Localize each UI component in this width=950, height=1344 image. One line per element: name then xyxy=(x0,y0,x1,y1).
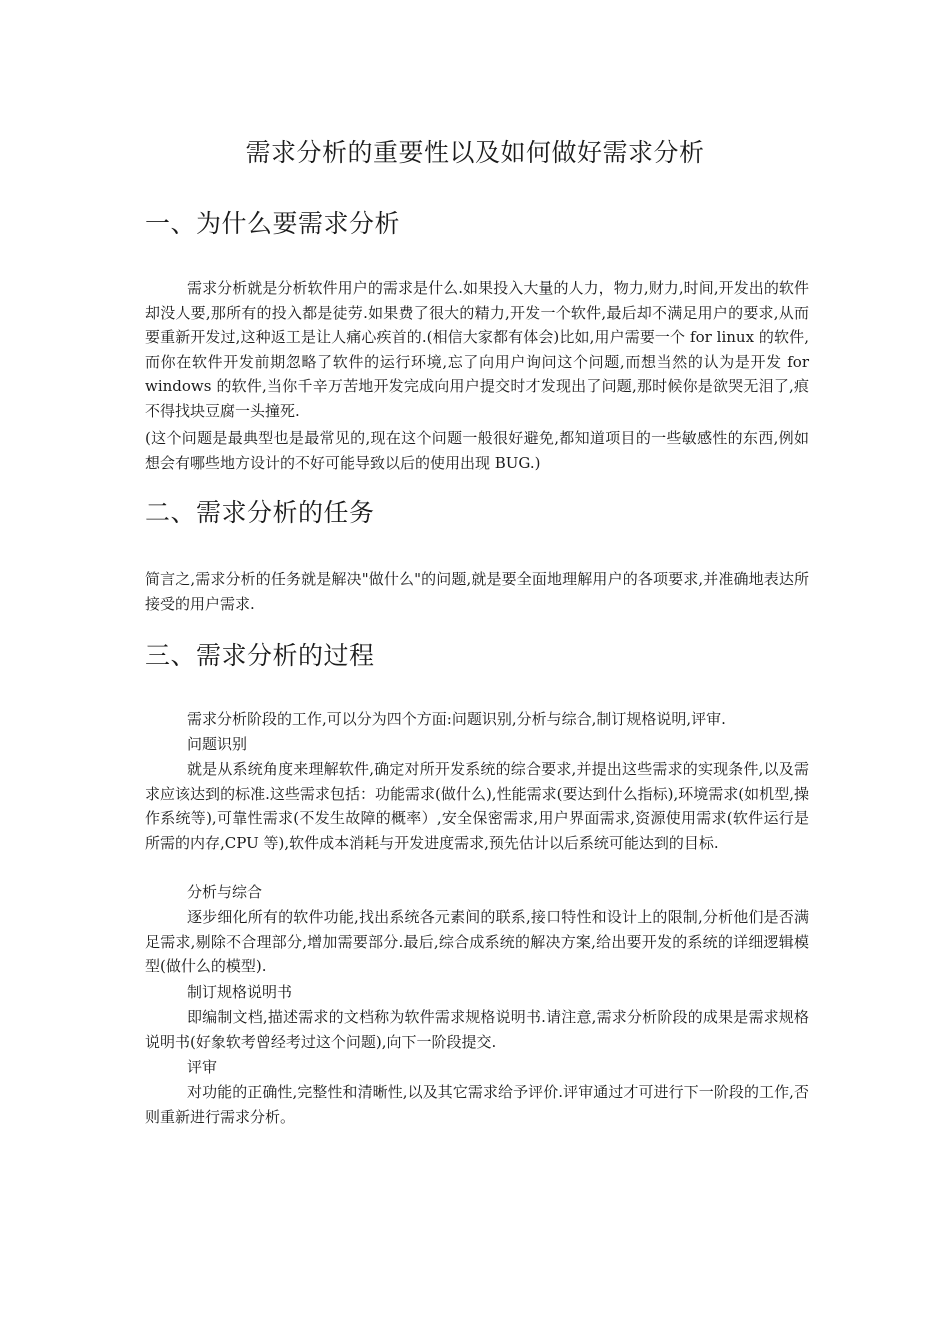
item-label-analysis-synthesis: 分析与综合 xyxy=(187,883,263,901)
section-1-paragraph-1: 需求分析就是分析软件用户的需求是什么.如果投入大量的人力，物力,财力,时间,开发出的软件却没人要,那所有的投入都是徒劳.如果费了很大的精力,开发一个软件,最后却不满足用户的要求,从而要重新开发过,这种返工是让人痛心疾首的.(相信大家都有体会)比如,用户需要一个 for linux 的软件,而你在软件开发前期忽略了软件的运行环境,忘了向用户询问这个问题,而想当然的认为是开发 for windows 的软件,当你千辛万苦地开发完成向用户提交时才发现出了问题,那时候你是欲哭无泪了,痕不得找块豆腐一头撞死. xyxy=(145,279,809,420)
section-3-intro: 需求分析阶段的工作,可以分为四个方面:问题识别,分析与综合,制订规格说明,评审. xyxy=(187,710,726,728)
section-1-paragraph-2: (这个问题是最典型也是最常见的,现在这个问题一般很好避免,都知道项目的一些敏感性的东西,例如想会有哪些地方设计的不好可能导致以后的使用出现 BUG.) xyxy=(145,429,809,472)
section-heading-3: 三、需求分析的过程 xyxy=(145,641,375,670)
item-text-specification: 即编制文档,描述需求的文档称为软件需求规格说明书.请注意,需求分析阶段的成果是需求规格说明书(好象软考曾经考过这个问题),向下一阶段提交. xyxy=(145,1008,809,1051)
item-text-analysis-synthesis: 逐步细化所有的软件功能,找出系统各元素间的联系,接口特性和设计上的限制,分析他们是否满足需求,剔除不合理部分,增加需要部分.最后,综合成系统的解决方案,给出要开发的系统的详细逻辑模型(做什么的模型). xyxy=(145,908,809,975)
item-text-review: 对功能的正确性,完整性和清晰性,以及其它需求给予评价.评审通过才可进行下一阶段的工作,否则重新进行需求分析。 xyxy=(145,1083,809,1126)
document-title: 需求分析的重要性以及如何做好需求分析 xyxy=(245,138,705,167)
section-heading-1: 一、为什么要需求分析 xyxy=(145,209,401,238)
item-text-problem-identification: 就是从系统角度来理解软件,确定对所开发系统的综合要求,并提出这些需求的实现条件,以及需求应该达到的标准.这些需求包括：功能需求(做什么),性能需求(要达到什么指标),环境需求(如机型,操作系统等),可靠性需求(不发生故障的概率）,安全保密需求,用户界面需求,资源使用需求(软件运行是所需的内存,CPU 等),软件成本消耗与开发进度需求,预先估计以后系统可能达到的目标. xyxy=(145,760,809,852)
section-2-paragraph-1: 简言之,需求分析的任务就是解决"做什么"的问题,就是要全面地理解用户的各项要求,并准确地表达所接受的用户需求. xyxy=(145,570,809,613)
item-label-problem-identification: 问题识别 xyxy=(187,735,248,753)
item-label-review: 评审 xyxy=(187,1058,218,1076)
section-heading-2: 二、需求分析的任务 xyxy=(145,498,375,527)
item-label-specification: 制订规格说明书 xyxy=(187,983,293,1001)
